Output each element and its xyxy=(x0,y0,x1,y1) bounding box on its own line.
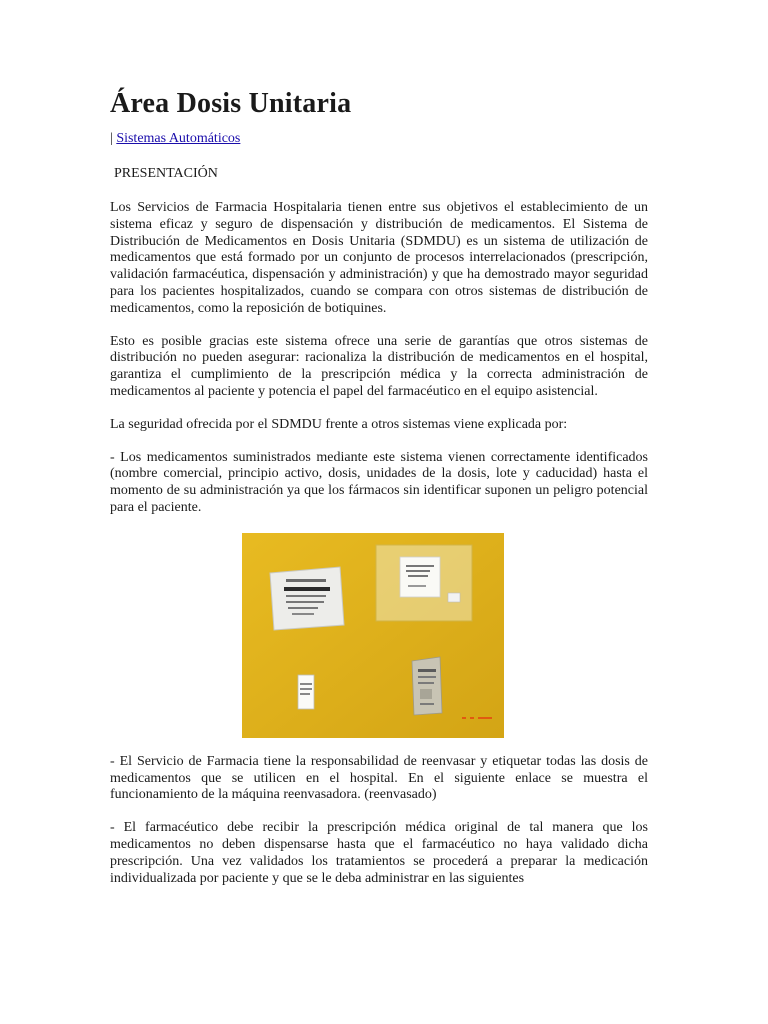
paragraph-seguridad: La seguridad ofrecida por el SDMDU frente a otros sistemas viene explicada por: xyxy=(110,416,568,432)
breadcrumb-link-sistemas-automaticos[interactable]: Sistemas Automáticos xyxy=(116,131,241,146)
paragraph-reenvasar: - El Servicio de Farmacia tiene la responsabilidad de reenvasar y etiquetar todas las dosis de medicamentos que se utilicen en el hospital. En el siguiente enlace se muestra el funcionamiento de la máquina reenvasadora. (reenvasado) xyxy=(110,753,648,803)
plastic-bag-package xyxy=(376,545,472,621)
unit-dose-packages-photo xyxy=(242,533,504,738)
page-title: Área Dosis Unitaria xyxy=(110,88,352,119)
breadcrumb-separator: | xyxy=(110,131,113,146)
section-heading-presentacion: PRESENTACIÓN xyxy=(114,166,218,181)
paragraph-intro: Los Servicios de Farmacia Hospitalaria tienen entre sus objetivos el establecimiento de un sistema eficaz y seguro de dispensación y distribución de medicamentos. El Sistema de Distribución de Medicamentos en Dosis Unitaria (SDMDU) es un sistema de utilización de medicamentos que está formado por un conjunto de procesos interrelacionados (prescripción, validación farmacéutica, dispensación y administración) y que ha demostrado mayor seguridad para los pacientes hospitalizados, cuando se compara con otros sistemas de distribución de medicamentos, como la reposición de botiquines. xyxy=(110,200,648,316)
paragraph-garantias: Esto es posible gracias este sistema ofrece una serie de garantías que otros sistemas de distribución no pueden asegurar: racionaliza la distribución de medicamentos en el hospital, garantiza el cumplimiento de la prescripción médica y la correcta administración de medicamentos al paciente y potencia el papel del farmacéutico en el equipo asistencial. xyxy=(110,333,648,399)
small-tablet-card xyxy=(298,675,314,709)
blister-package-left xyxy=(270,567,344,630)
document-page xyxy=(110,84,648,887)
paragraph-identificados: - Los medicamentos suministrados mediante este sistema vienen correctamente identificados (nombre comercial, principio activo, dosis, unidades de la dosis, lote y caducidad) hasta el momento de su administración ya que los fármacos sin identificar suponen un peligro potencial para el paciente. xyxy=(110,449,648,515)
breadcrumb xyxy=(110,130,648,148)
foil-sachet xyxy=(412,657,442,715)
paragraph-prescripcion: - El farmacéutico debe recibir la prescripción médica original de tal manera que los medicamentos no deben dispensarse hasta que el farmacéutico no haya validado dicha prescripción. Una vez validados los tratamientos se procederá a preparar la medicación individualizada por paciente y que se le deba administrar en las siguientes xyxy=(110,820,648,886)
